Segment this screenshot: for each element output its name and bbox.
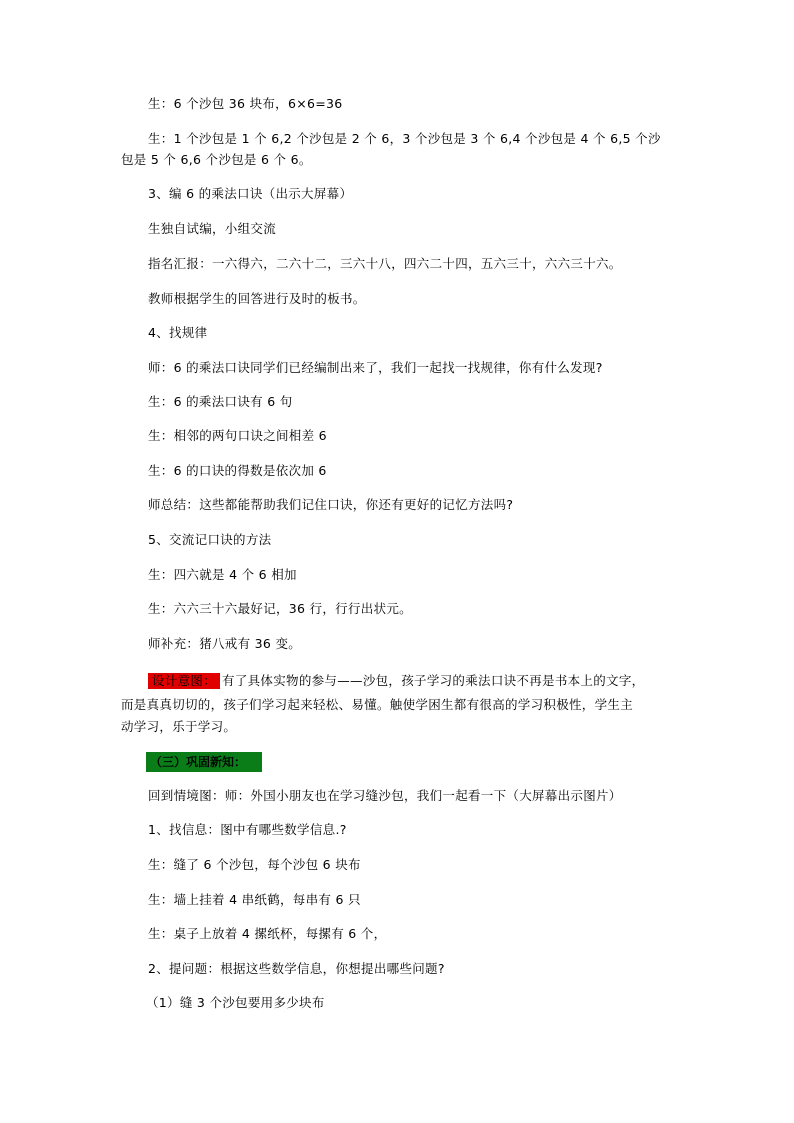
text-line: 教师根据学生的回答进行及时的板书。 [148, 291, 366, 306]
text-line: 包是 5 个 6,6 个沙包是 6 个 6。 [121, 152, 312, 167]
text-line: 而是真真切切的，孩子们学习起来轻松、易懂。触使学困生都有很高的学习积极性，学生主 [121, 697, 634, 712]
text-line: 师总结：这些都能帮助我们记住口诀，你还有更好的记忆方法吗? [148, 497, 514, 512]
text-line: 1、找信息：图中有哪些数学信息.? [148, 822, 347, 837]
text-line: 生：6 的口诀的得数是依次加 6 [148, 463, 327, 478]
text-line: 生：相邻的两句口诀之间相差 6 [148, 428, 327, 443]
text-line: 师：6 的乘法口诀同学们已经编制出来了，我们一起找一找规律，你有什么发现? [148, 360, 603, 375]
design-intent-line [148, 673, 644, 689]
text-line: 5、交流记口诀的方法 [148, 532, 272, 547]
text-line: 4、找规律 [148, 325, 208, 340]
text-line: 生独自试编，小组交流 [148, 221, 277, 236]
text-line: 生：6 的乘法口诀有 6 句 [148, 394, 293, 409]
text-line: 生：四六就是 4 个 6 相加 [148, 567, 297, 582]
text-line: 3、编 6 的乘法口诀（出示大屏幕） [148, 186, 353, 201]
text-line: 生：六六三十六最好记，36 行，行行出状元。 [148, 601, 412, 616]
text-line: 生：1 个沙包是 1 个 6,2 个沙包是 2 个 6，3 个沙包是 3 个 6,4 个沙包是 4 个 6,5 个沙 [148, 131, 661, 146]
design-intent-text: 有了具体实物的参与——沙包，孩子学习的乘法口诀不再是书本上的文字， [222, 673, 645, 688]
text-line: 动学习，乐于学习。 [121, 719, 237, 734]
text-line: 生：缝了 6 个沙包，每个沙包 6 块布 [148, 857, 361, 872]
text-line: 生：墙上挂着 4 串纸鹤，每串有 6 只 [148, 892, 361, 907]
text-line: 师补充：猪八戒有 36 变。 [148, 636, 302, 651]
text-line: 2、提问题：根据这些数学信息，你想提出哪些问题? [148, 961, 445, 976]
section-heading: （三）巩固新知： [146, 752, 262, 772]
text-line: （1）缝 3 个沙包要用多少块布 [146, 995, 325, 1010]
design-intent-label: 设计意图： [148, 673, 220, 689]
text-line: 回到情境图：师：外国小朋友也在学习缝沙包，我们一起看一下（大屏幕出示图片） [148, 788, 622, 803]
text-line: 生：桌子上放着 4 摞纸杯，每摞有 6 个， [148, 926, 387, 941]
text-line: 指名汇报：一六得六，二六十二，三六十八，四六二十四，五六三十，六六三十六。 [148, 256, 622, 271]
text-line: 生：6 个沙包 36 块布，6×6=36 [148, 96, 343, 111]
